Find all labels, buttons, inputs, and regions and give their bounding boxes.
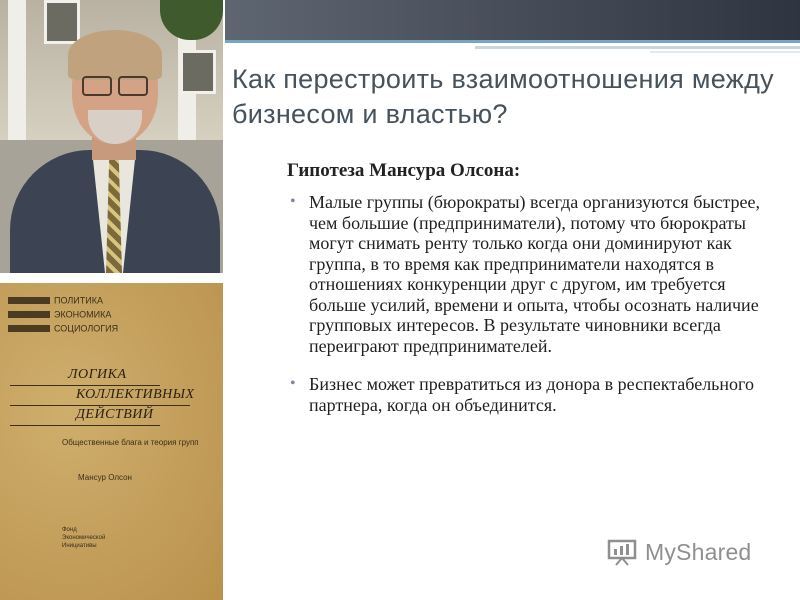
portrait-photo — [0, 0, 223, 273]
book-series-line: ПОЛИТИКА — [8, 295, 103, 306]
presentation-icon — [607, 538, 637, 566]
bullet-dot-icon: • — [290, 375, 296, 392]
book-title-line: КОЛЛЕКТИВНЫХ — [76, 387, 195, 402]
book-series-line: ЭКОНОМИКА — [8, 309, 111, 320]
watermark-text: MyShared — [645, 539, 752, 565]
bullet-dot-icon: • — [290, 193, 296, 210]
book-author: Мансур Олсон — [78, 473, 132, 482]
bullet-list — [290, 192, 760, 415]
header-accent-line — [225, 40, 800, 43]
header-accent-line-2 — [475, 46, 800, 49]
book-cover-image — [0, 283, 223, 600]
book-title-line: ДЕЙСТВИЙ — [76, 407, 154, 422]
bullet-item: • Малые группы (бюрократы) всегда организуются быстрее, чем большие (предприниматели), потому что бюрократы могут снимать ренту только когда они доминируют как группа, в то время как предприниматели находятся в отношениях конкуренции друг с другом, им требуется больше усилий, времени и опыта, чтобы осознать наличие групповых интересов. В результате чиновники всегда переиграют предпринимателей. — [290, 192, 761, 356]
book-subtitle: Общественные блага и теория групп — [62, 438, 199, 447]
book-title-line: ЛОГИКА — [68, 367, 127, 382]
hypothesis-heading: Гипотеза Мансура Олсона: — [287, 160, 521, 181]
watermark — [607, 536, 777, 570]
header-accent-line-3 — [650, 51, 800, 53]
book-series-line: СОЦИОЛОГИЯ — [8, 323, 118, 334]
slide-title: Как перестроить взаимоотношения между бизнесом и властью? — [232, 64, 774, 129]
book-publisher: Фонд Экономической Инициативы — [62, 527, 106, 549]
header-band — [225, 0, 800, 40]
bullet-item: • Бизнес может превратиться из донора в респектабельного партнера, когда он объединится. — [290, 374, 754, 415]
